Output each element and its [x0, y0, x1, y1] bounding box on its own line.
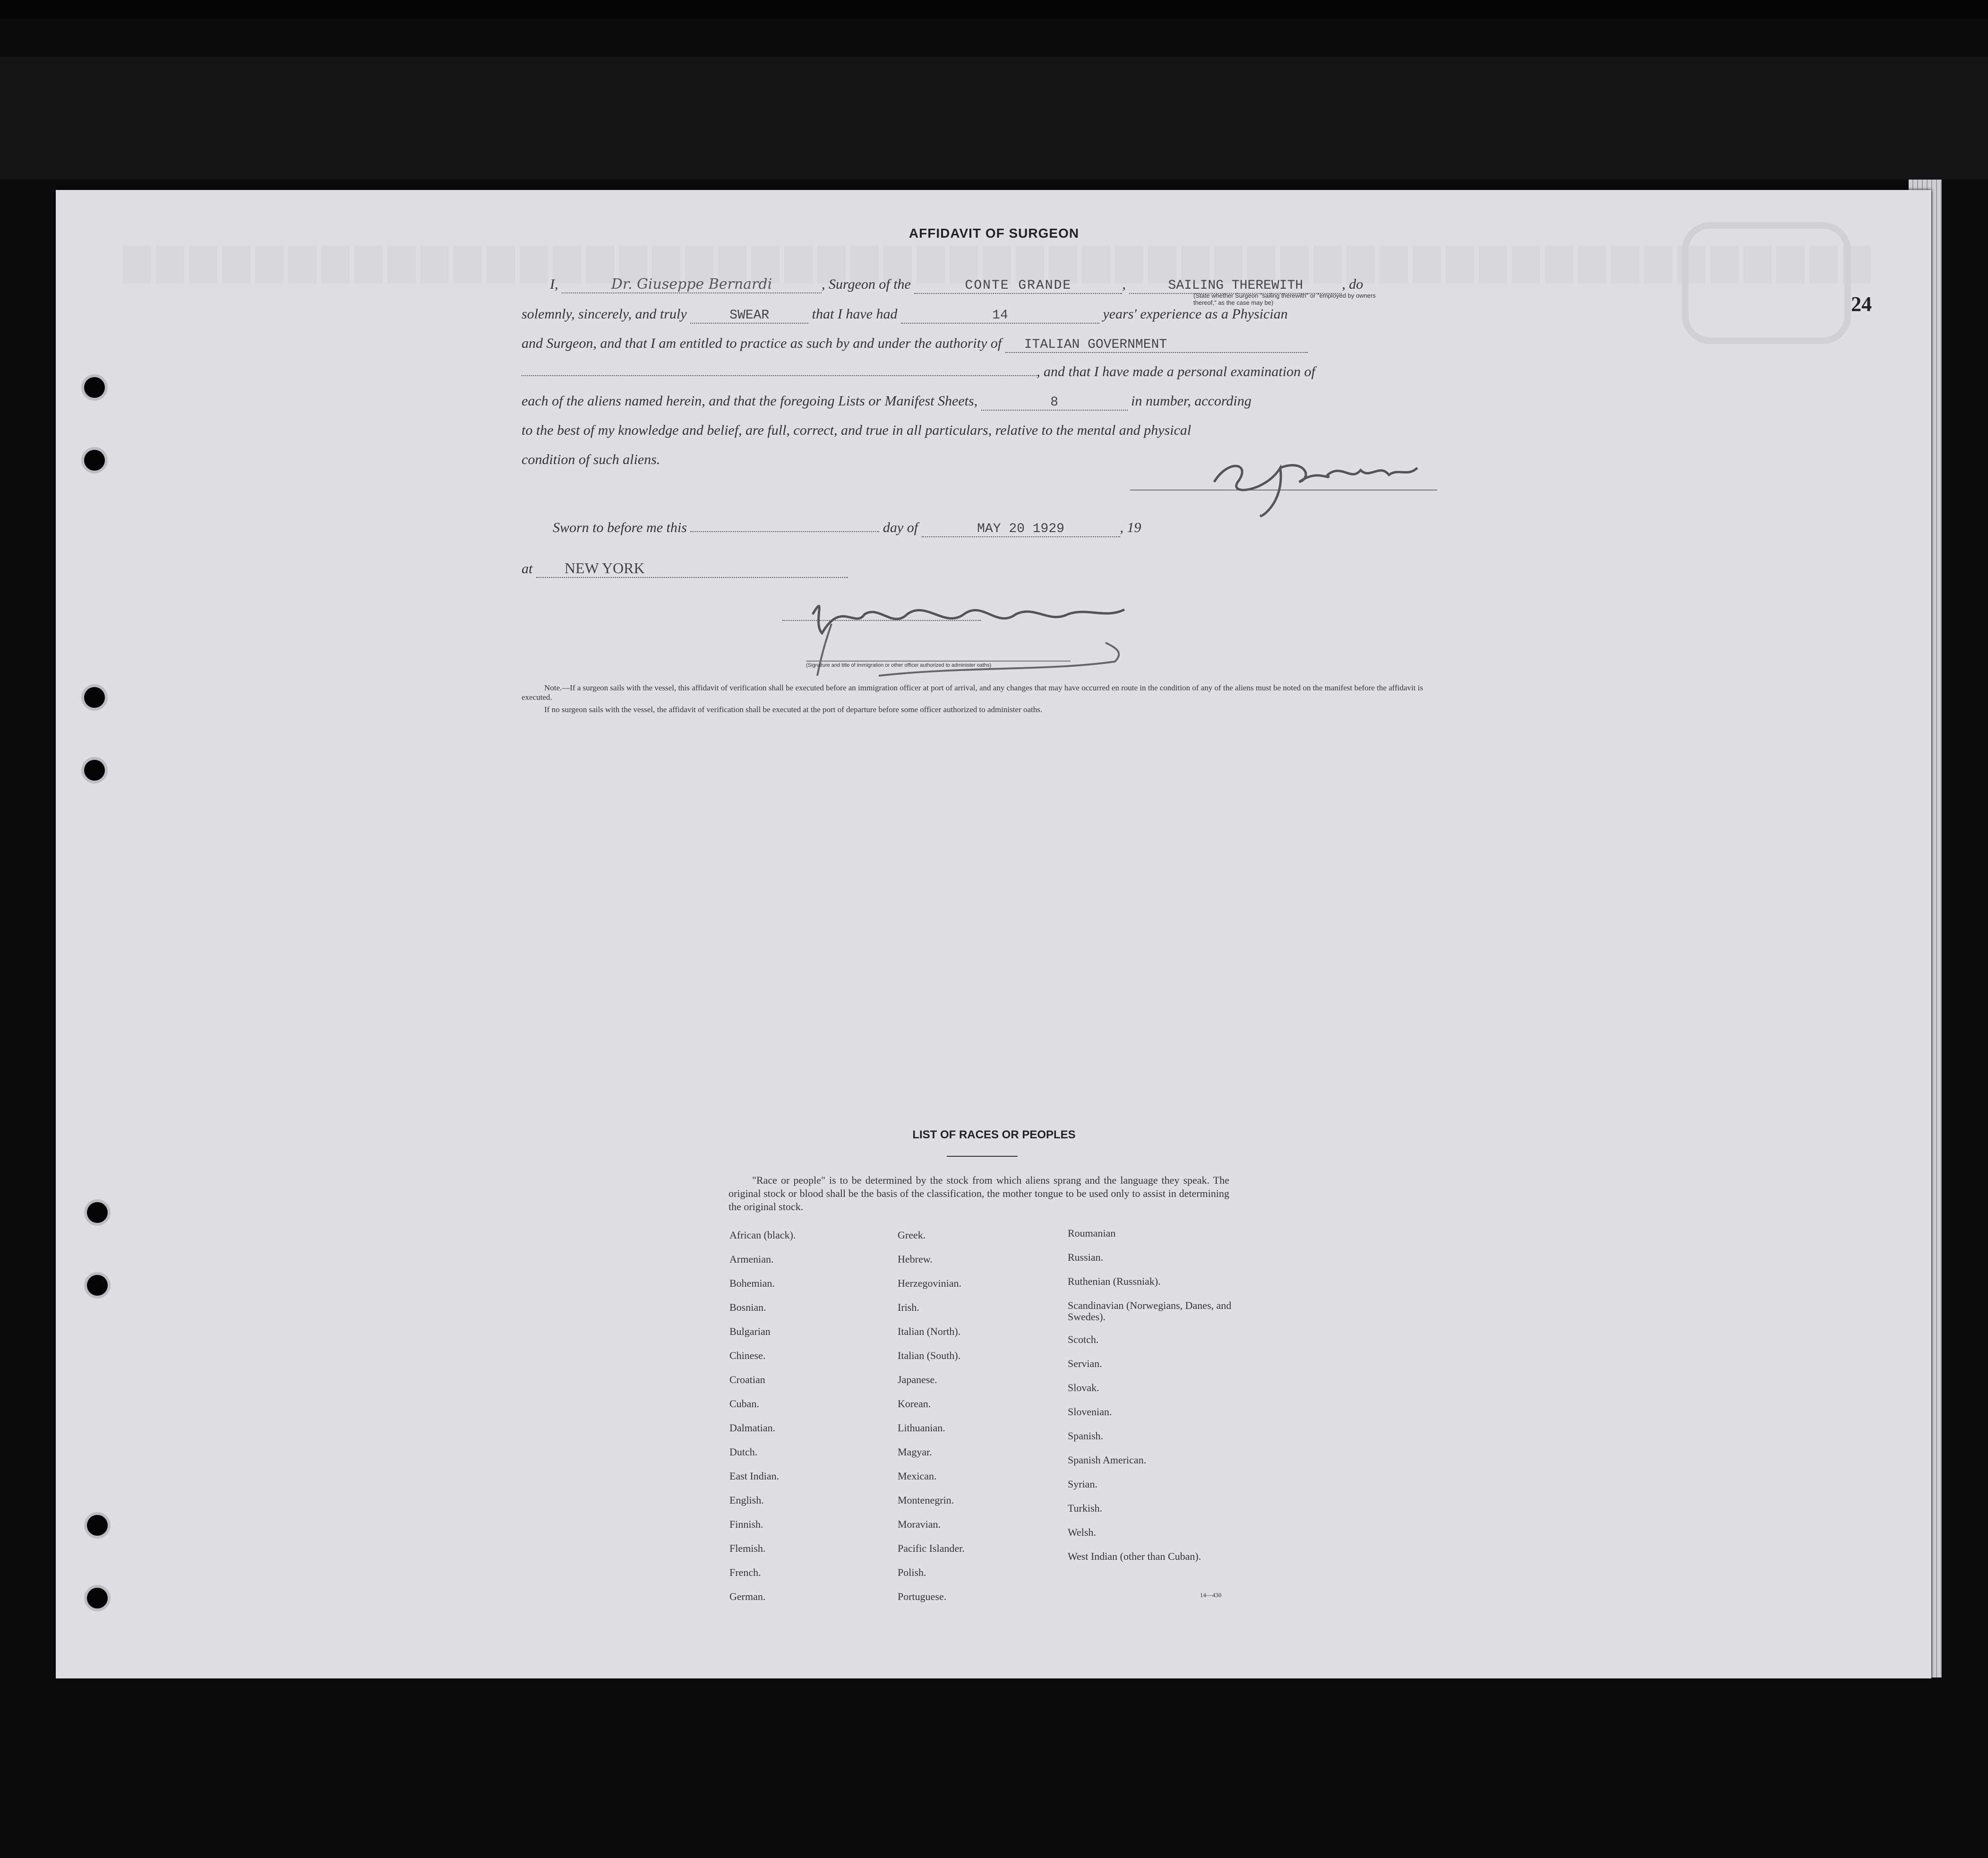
surgeon-signature: [1209, 449, 1436, 520]
race-item: Italian (South).: [898, 1350, 961, 1361]
line2-mid: that I have had: [812, 306, 898, 322]
line3-prefix: and Surgeon, and that I am entitled to practice as such by and under the authority of: [522, 335, 1002, 351]
authority-field: ITALIAN GOVERNMENT: [1005, 337, 1308, 353]
line2-suffix: years' experience as a Physician: [1103, 306, 1288, 322]
race-item: Japanese.: [898, 1374, 937, 1385]
races-intro: "Race or people" is to be determined by the stock from which aliens sprang and the language they speak. The original stock or blood shall be the basis of the classification, the mother tongue to be used only to assist in determining the original stock.: [728, 1174, 1229, 1213]
races-title: LIST OF RACES OR PEOPLES: [912, 1128, 1076, 1141]
binder-hole: [84, 687, 105, 708]
race-item: Hebrew.: [898, 1253, 933, 1265]
line1-prefix: I,: [550, 276, 558, 292]
race-item: Polish.: [898, 1566, 926, 1578]
affidavit-line-7: condition of such aliens.: [522, 452, 660, 467]
race-item: Turkish.: [1068, 1502, 1103, 1514]
race-item: Cuban.: [729, 1398, 759, 1410]
binder-hole: [87, 1588, 108, 1609]
race-item: Croatian: [729, 1374, 765, 1385]
races-column-3: [1068, 1228, 1233, 1575]
binder-hole: [87, 1202, 108, 1223]
race-item: Bulgarian: [729, 1325, 771, 1337]
place-line: [522, 559, 848, 578]
status-caption: (State whether Surgeon "sailing therewith" or "employed by owners thereof," as the case may be): [1193, 292, 1376, 306]
race-item: Slovenian.: [1068, 1406, 1112, 1418]
form-code: 14—430: [1200, 1591, 1222, 1599]
affidavit-line-4: [522, 364, 1315, 380]
race-item: Bohemian.: [729, 1277, 775, 1289]
race-item: Italian (North).: [898, 1325, 961, 1337]
affidavit-title: AFFIDAVIT OF SURGEON: [908, 226, 1080, 241]
authority-continuation-field: [522, 375, 1037, 376]
officer-title-line: [806, 661, 1071, 662]
affidavit-line-6: to the best of my knowledge and belief, are full, correct, and true in all particulars, relative to the mental and physical: [522, 422, 1191, 438]
affidavit-line-3: [522, 335, 1308, 353]
race-item: Montenegrin.: [898, 1494, 954, 1506]
race-item: Dutch.: [729, 1446, 758, 1458]
binder-hole: [87, 1515, 108, 1536]
race-item: Roumanian: [1068, 1227, 1116, 1239]
officer-signature-line: [782, 620, 981, 622]
race-item: Slovak.: [1068, 1382, 1099, 1394]
binder-hole: [84, 450, 105, 471]
manifest-sheets-field: 8: [981, 395, 1128, 411]
years-experience-field: 14: [901, 308, 1099, 324]
races-title-rule: [947, 1156, 1018, 1157]
oath-field: SWEAR: [690, 308, 808, 324]
race-item: Portuguese.: [898, 1591, 947, 1602]
line4-suffix: , and that I have made a personal examination of: [1037, 364, 1315, 379]
race-item: Spanish.: [1068, 1430, 1104, 1442]
line2-prefix: solemnly, sincerely, and truly: [522, 306, 687, 322]
race-item: Spanish American.: [1068, 1454, 1147, 1466]
races-column-1: [729, 1230, 885, 1615]
binder-hole: [84, 760, 105, 781]
vessel-name-field: CONTE GRANDE: [914, 278, 1122, 294]
race-item: Syrian.: [1068, 1478, 1097, 1490]
affidavit-line-5: [522, 393, 1251, 411]
sworn-date-stamp: MAY 20 1929: [922, 522, 1120, 537]
race-item: Mexican.: [898, 1470, 937, 1482]
race-item: Finnish.: [729, 1518, 763, 1530]
race-item: English.: [729, 1494, 764, 1506]
affidavit-line-1: [550, 276, 1363, 294]
binder-hole: [84, 377, 105, 398]
race-item: Moravian.: [898, 1518, 941, 1530]
race-item: Russian.: [1068, 1251, 1104, 1263]
race-item: Chinese.: [729, 1350, 766, 1361]
race-item: Scandinavian (Norwegians, Danes, and Swedes).: [1068, 1299, 1232, 1323]
race-item: Ruthenian (Russniak).: [1068, 1275, 1161, 1287]
race-item: Welsh.: [1068, 1526, 1096, 1538]
scan-border-top: [0, 0, 1988, 19]
at-prefix: at: [522, 561, 533, 576]
race-item: Korean.: [898, 1398, 931, 1410]
race-item: Lithuanian.: [898, 1422, 945, 1434]
binder-hole: [87, 1275, 108, 1296]
officer-caption: (Signature and title of immigration or other officer authorized to administer oaths): [806, 662, 992, 668]
race-item: African (black).: [729, 1229, 796, 1241]
scan-band-dark: [0, 57, 1988, 180]
race-item: Bosnian.: [729, 1301, 766, 1313]
race-item: Flemish.: [729, 1542, 766, 1554]
race-item: German.: [729, 1591, 766, 1602]
sworn-mid: day of: [883, 520, 918, 535]
line1-mid: , Surgeon of the: [822, 276, 911, 292]
race-item: Greek.: [898, 1229, 926, 1241]
line5-suffix: in number, according: [1131, 393, 1251, 409]
sworn-line: [553, 520, 1141, 537]
line1-suffix: , do: [1342, 276, 1363, 292]
page-number: 24: [1851, 292, 1872, 316]
line5-prefix: each of the aliens named herein, and that the foregoing Lists or Manifest Sheets,: [522, 393, 978, 409]
race-item: Herzegovinian.: [898, 1277, 961, 1289]
races-column-2: [898, 1230, 1058, 1615]
sworn-suffix: , 19: [1120, 520, 1141, 535]
race-item: Irish.: [898, 1301, 919, 1313]
race-item: Scotch.: [1068, 1333, 1099, 1345]
surgeon-name-field: Dr. Giuseppe Bernardi: [562, 276, 822, 293]
race-item: East Indian.: [729, 1470, 780, 1482]
race-item: Dalmatian.: [729, 1422, 776, 1434]
race-item: Magyar.: [898, 1446, 932, 1458]
race-item: Pacific Islander.: [898, 1542, 965, 1554]
affidavit-note-2: If no surgeon sails with the vessel, the affidavit of verification shall be executed at the port of departure before some officer authorized to administer oaths.: [544, 705, 1043, 714]
race-item: Servian.: [1068, 1358, 1102, 1369]
sworn-day-field: [690, 531, 879, 532]
sworn-prefix: Sworn to before me this: [553, 520, 687, 535]
race-item: West Indian (other than Cuban).: [1068, 1550, 1201, 1562]
surgeon-status-field: SAILING THEREWITH: [1129, 278, 1342, 294]
race-item: French.: [729, 1566, 761, 1578]
race-item: Armenian.: [729, 1253, 774, 1265]
affidavit-note-1: Note.—If a surgeon sails with the vessel, this affidavit of verification shall be executed before an immigration officer at port of arrival, and any changes that may have occurred en route in the condition of any of the aliens must be noted on the manifest before the affidavit is executed.: [522, 683, 1423, 702]
affidavit-line-2: [522, 306, 1288, 324]
line1-comma: ,: [1122, 276, 1126, 292]
place-field: NEW YORK: [536, 559, 848, 578]
